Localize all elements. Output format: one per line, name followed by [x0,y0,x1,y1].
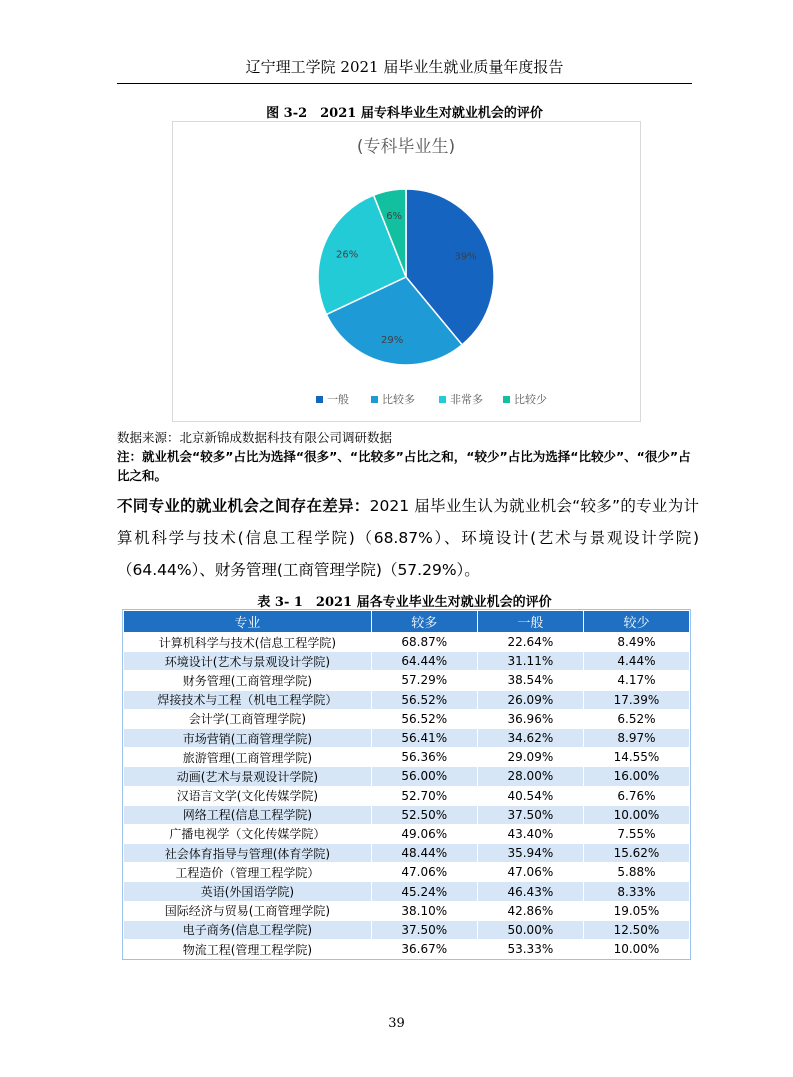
cell-more: 68.87% [371,633,477,652]
paragraph-body: 2021 届毕业生认为就业机会“较多”的专业为计算机科学与技术(信息工程学院)（68.87%）、环境设计(艺术与景观设计学院)（64.44%）、财务管理(工商管理学院)（57.29%）。 [117,497,699,579]
cell-less: 4.44% [583,652,689,671]
legend-swatch [316,396,323,403]
cell-more: 56.41% [371,728,477,747]
cell-less: 19.05% [583,901,689,920]
table-caption: 表 3- 1 2021 届各专业毕业生对就业机会的评价 [257,595,552,610]
cell-major: 财务管理(工商管理学院) [124,671,372,690]
cell-major: 环境设计(艺术与景观设计学院) [124,652,372,671]
body-paragraph [117,490,699,586]
table-row [124,748,690,767]
page-number: 39 [388,1016,405,1031]
cell-general: 34.62% [477,728,583,747]
data-source: 数据来源：北京新锦成数据科技有限公司调研数据 [117,430,393,445]
cell-more: 64.44% [371,652,477,671]
cell-more: 56.00% [371,767,477,786]
cell-major: 汉语言文学(文化传媒学院) [124,786,372,805]
table-row [124,920,690,939]
cell-less: 6.52% [583,709,689,728]
cell-less: 8.49% [583,633,689,652]
table-row [124,728,690,747]
table-row [124,844,690,863]
figure-caption: 图 3-2 2021 届专科毕业生对就业机会的评价 [266,106,543,121]
cell-general: 40.54% [477,786,583,805]
cell-less: 15.62% [583,844,689,863]
cell-more: 56.52% [371,690,477,709]
cell-general: 28.00% [477,767,583,786]
cell-more: 49.06% [371,824,477,843]
table-row [124,901,690,920]
cell-major: 广播电视学（文化传媒学院） [124,824,372,843]
slice-label: 6% [386,210,403,222]
table-row [124,863,690,882]
cell-major: 市场营销(工商管理学院) [124,728,372,747]
cell-less: 16.00% [583,767,689,786]
slice-label: 39% [454,251,477,263]
cell-general: 35.94% [477,844,583,863]
cell-more: 38.10% [371,901,477,920]
table-row [124,690,690,709]
cell-more: 57.29% [371,671,477,690]
cell-general: 47.06% [477,863,583,882]
cell-major: 焊接技术与工程（机电工程学院） [124,690,372,709]
cell-general: 26.09% [477,690,583,709]
cell-general: 43.40% [477,824,583,843]
cell-more: 45.24% [371,882,477,901]
cell-major: 计算机科学与技术(信息工程学院) [124,633,372,652]
cell-more: 56.36% [371,748,477,767]
cell-major: 网络工程(信息工程学院) [124,805,372,824]
cell-less: 8.33% [583,882,689,901]
cell-general: 22.64% [477,633,583,652]
chart-note: 注：就业机会“较多”占比为选择“很多”、“比较多”占比之和，“较少”占比为选择“比较少”、“很少”占比之和。 [117,449,691,483]
slice-label: 26% [335,249,359,261]
cell-major: 物流工程(管理工程学院) [124,940,372,959]
cell-major: 工程造价（管理工程学院） [124,863,372,882]
cell-general: 42.86% [477,901,583,920]
table-row [124,824,690,843]
evaluation-table [123,610,690,959]
table-row [124,940,690,959]
cell-more: 36.67% [371,940,477,959]
pie-chart [172,121,641,422]
chart-title: (专科毕业生) [356,137,456,157]
cell-less: 4.17% [583,671,689,690]
cell-general: 38.54% [477,671,583,690]
cell-more: 37.50% [371,920,477,939]
table-row [124,709,690,728]
legend-label: 比较少 [514,393,547,406]
cell-major: 旅游管理(工商管理学院) [124,748,372,767]
legend-swatch [439,396,446,403]
cell-general: 50.00% [477,920,583,939]
legend-label: 非常多 [450,393,483,406]
cell-major: 英语(外国语学院) [124,882,372,901]
cell-less: 8.97% [583,728,689,747]
table-header-row [124,611,690,633]
paragraph-lead: 不同专业的就业机会之间存在差异： [117,497,370,515]
cell-more: 56.52% [371,709,477,728]
legend-swatch [503,396,510,403]
table-row [124,882,690,901]
legend-label: 一般 [327,393,349,406]
header-more: 较多 [371,611,477,633]
slice-label: 29% [381,334,404,346]
table-row [124,671,690,690]
cell-major: 国际经济与贸易(工商管理学院) [124,901,372,920]
cell-less: 10.00% [583,805,689,824]
cell-more: 52.70% [371,786,477,805]
cell-less: 7.55% [583,824,689,843]
legend-swatch [371,396,378,403]
cell-general: 37.50% [477,805,583,824]
cell-less: 6.76% [583,786,689,805]
cell-more: 52.50% [371,805,477,824]
table-row [124,786,690,805]
table-row [124,633,690,652]
pie-chart-svg [173,122,640,421]
header-general: 一般 [477,611,583,633]
cell-less: 5.88% [583,863,689,882]
cell-less: 10.00% [583,940,689,959]
cell-general: 46.43% [477,882,583,901]
cell-major: 电子商务(信息工程学院) [124,920,372,939]
table-row [124,767,690,786]
cell-general: 31.11% [477,652,583,671]
cell-major: 会计学(工商管理学院) [124,709,372,728]
header-less: 较少 [583,611,689,633]
cell-more: 47.06% [371,863,477,882]
table-row [124,652,690,671]
cell-general: 53.33% [477,940,583,959]
cell-less: 14.55% [583,748,689,767]
header-major: 专业 [124,611,372,633]
legend-label: 比较多 [382,393,415,406]
cell-general: 29.09% [477,748,583,767]
cell-general: 36.96% [477,709,583,728]
cell-major: 动画(艺术与景观设计学院) [124,767,372,786]
cell-less: 12.50% [583,920,689,939]
cell-major: 社会体育指导与管理(体育学院) [124,844,372,863]
table-row [124,805,690,824]
page-header: 辽宁理工学院 2021 届毕业生就业质量年度报告 [117,56,692,84]
cell-less: 17.39% [583,690,689,709]
cell-more: 48.44% [371,844,477,863]
